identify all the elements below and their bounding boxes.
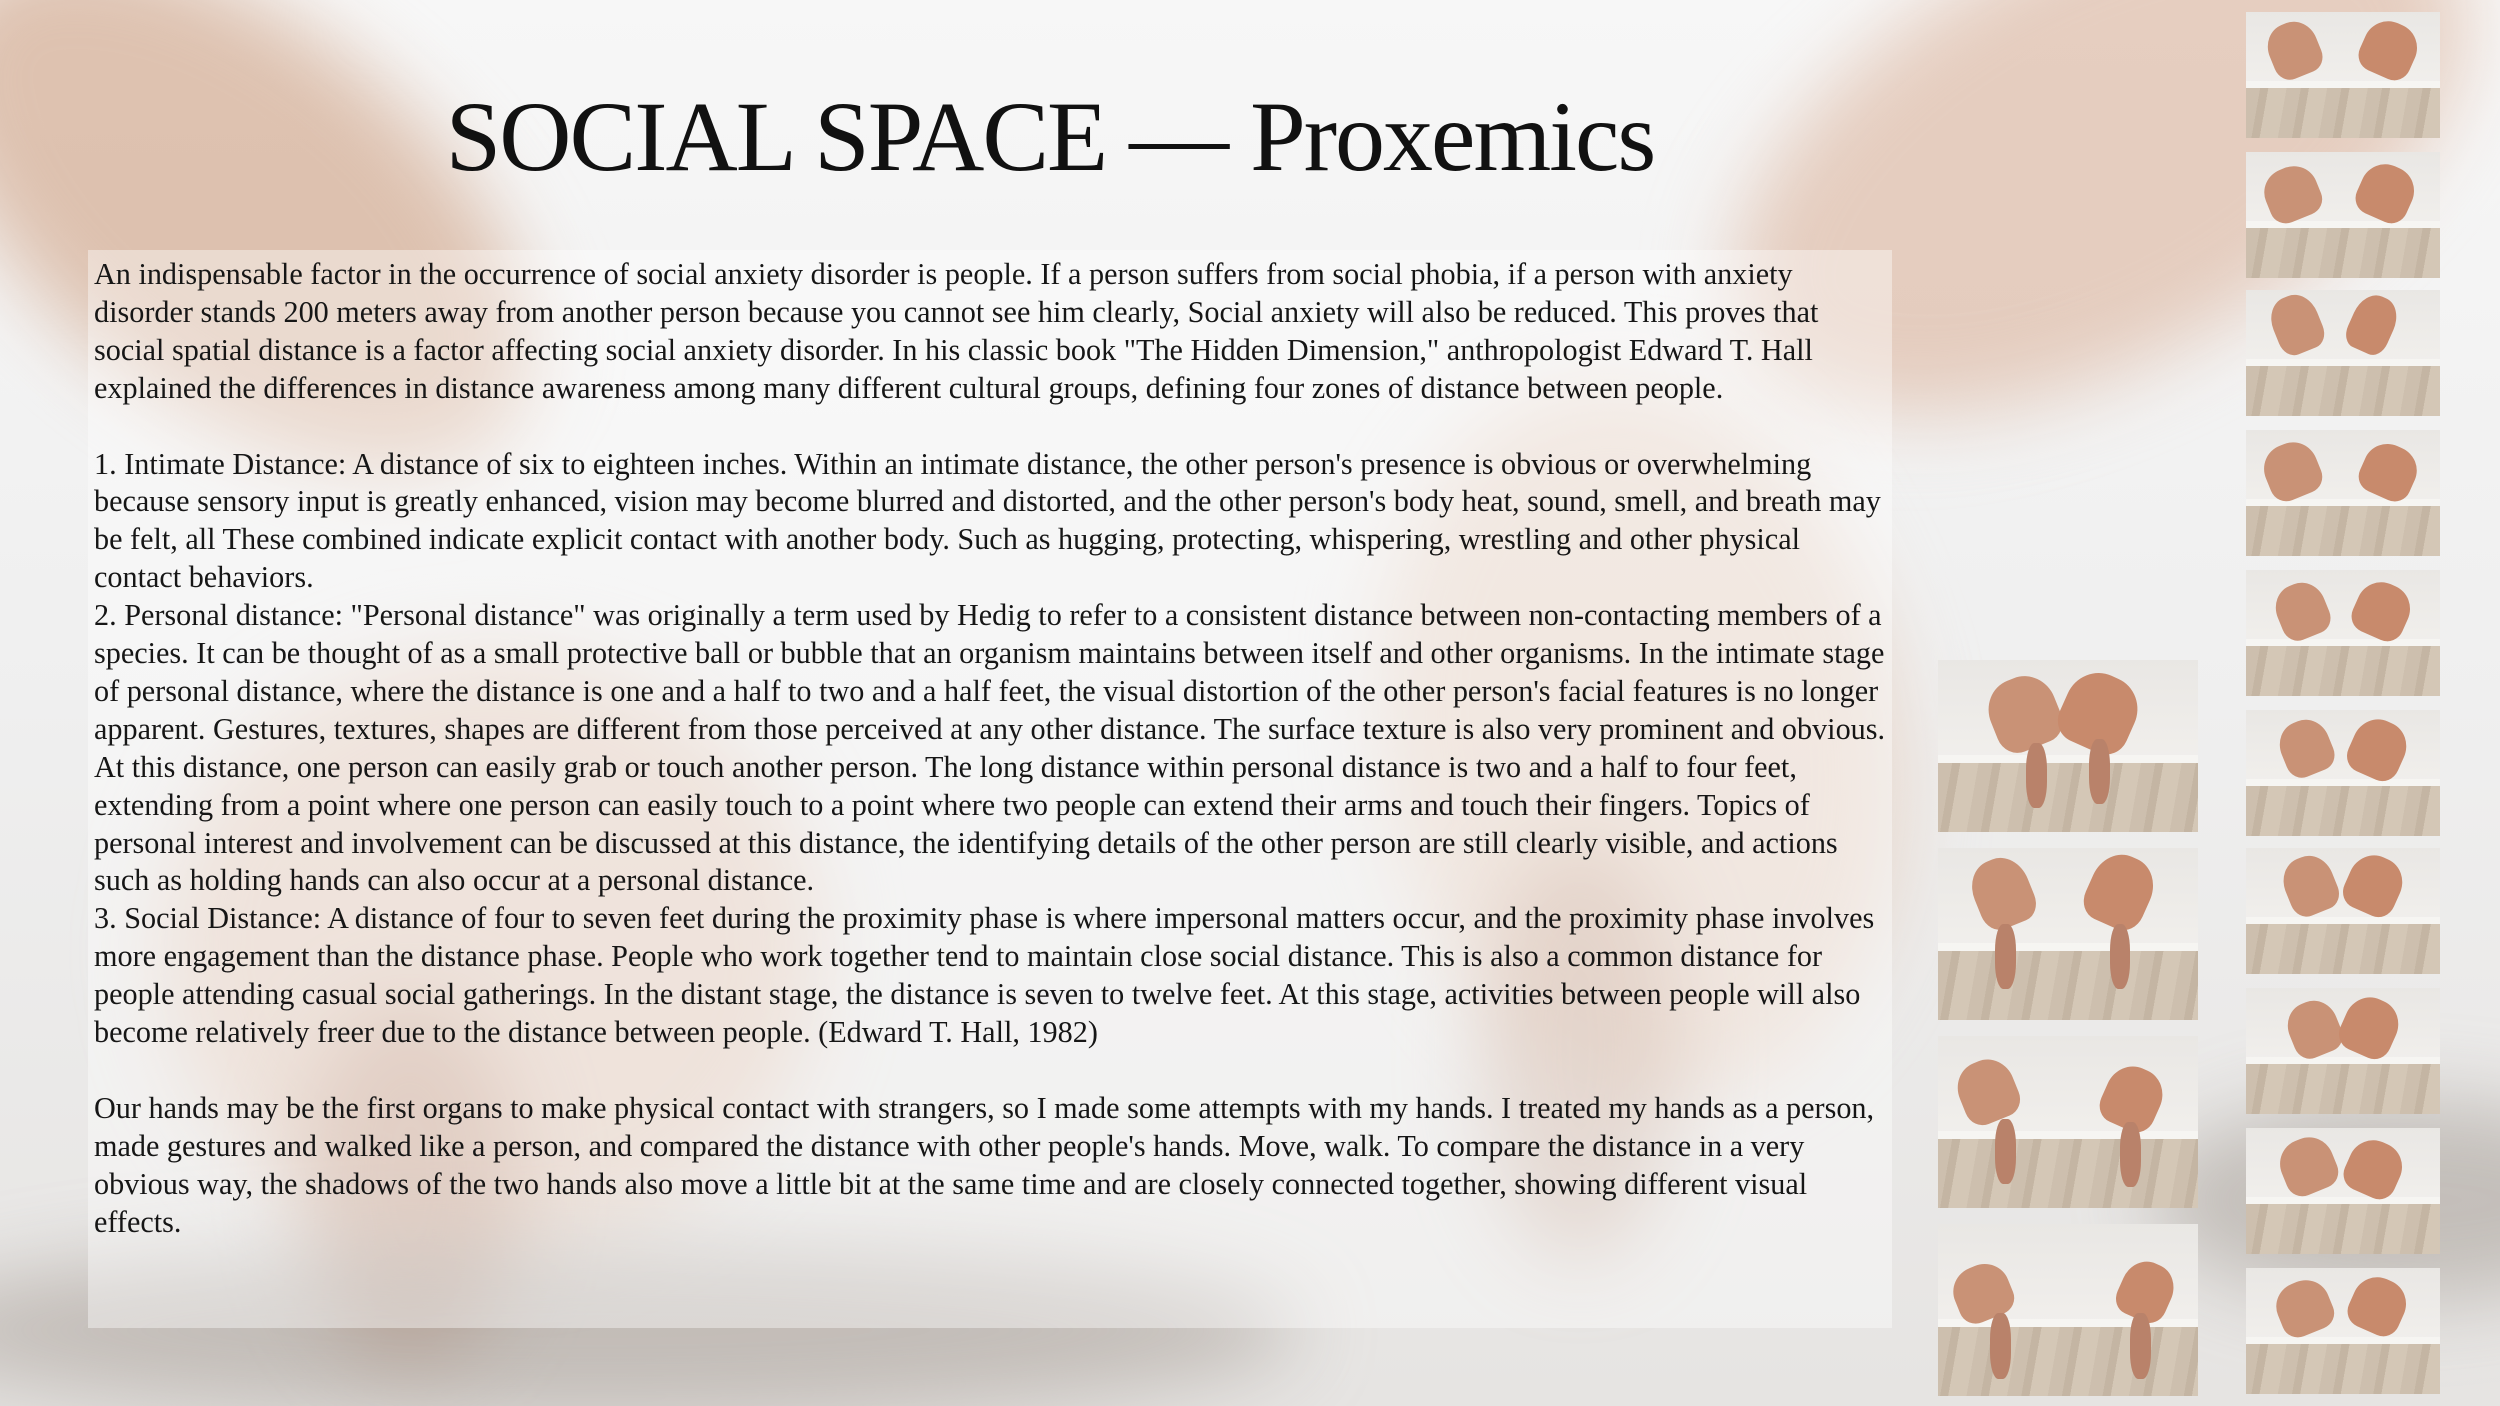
page-title: SOCIAL SPACE — Proxemics (445, 81, 1655, 192)
hands-photo-right-9 (2246, 1128, 2440, 1254)
hands-photo-right-7 (2246, 848, 2440, 974)
hands-photo-right-4 (2246, 430, 2440, 556)
intimate-distance-paragraph: 1. Intimate Distance: A distance of six to eighteen inches. Within an intimate distance, the other person's presence is obvious or overwhelming because sensory input is greatly enhanced, vision may become blurred and distorted, and the other person's body heat, sound, smell, and breath may be felt, all These combined indicate explicit contact with another body. Such as hugging, protecting, whispering, wrestling and other physical contact behaviors. (94, 446, 1881, 595)
hands-photo-left-3 (1938, 1036, 2198, 1208)
hands-experiment-paragraph: Our hands may be the first organs to make physical contact with strangers, so I made some attempts with my hands. I treated my hands as a person, made gestures and walked like a person, and compared the distance with other people's hands. Move, walk. To compare the distance in a very obvious way, the shadows of the two hands also move a little bit at the same time and are closely connected together, showing different visual effects. (94, 1090, 1875, 1239)
hands-photo-left-1 (1938, 660, 2198, 832)
hands-photo-right-10 (2246, 1268, 2440, 1394)
hands-photo-left-4 (1938, 1224, 2198, 1396)
hands-photo-right-3 (2246, 290, 2440, 416)
hands-photo-right-1 (2246, 12, 2440, 138)
personal-distance-paragraph: 2. Personal distance: "Personal distance" was originally a term used by Hedig to refer to a consistent distance between non-contacting members of a species. It can be thought of as a small protective ball or bubble that an organism maintains between itself and other organisms. In the intimate stage of personal distance, where the distance is one and a half to two and a half feet, the visual distortion of the other person's facial features is no longer apparent. Gestures, textures, shapes are different from those perceived at any other distance. The surface texture is also very prominent and obvious. At this distance, one person can easily grab or touch another person. The long distance within personal distance is two and a half to four feet, extending from a point where one person can easily touch to a point where two people can extend their arms and touch their fingers. Topics of personal interest and involvement can be discussed at this distance, the identifying details of the other person are still clearly visible, and actions such as holding hands can also occur at a personal distance. (94, 598, 1886, 898)
body-text (94, 256, 1888, 1242)
hands-photo-right-5 (2246, 570, 2440, 696)
hands-photo-right-2 (2246, 152, 2440, 278)
hands-photo-right-8 (2246, 988, 2440, 1114)
intro-paragraph: An indispensable factor in the occurrence of social anxiety disorder is people. If a person suffers from social phobia, if a person with anxiety disorder stands 200 meters away from another person because you cannot see him clearly, Social anxiety will also be reduced. This proves that social spatial distance is a factor affecting social anxiety disorder. In his classic book "The Hidden Dimension," anthropologist Edward T. Hall explained the differences in distance awareness among many different cultural groups, defining four zones of distance between people. (94, 257, 1819, 405)
hands-photo-right-6 (2246, 710, 2440, 836)
hands-photo-left-2 (1938, 848, 2198, 1020)
social-distance-paragraph: 3. Social Distance: A distance of four to seven feet during the proximity phase is where impersonal matters occur, and the proximity phase involves more engagement than the distance phase. People who work together tend to maintain close social distance. This is also a common distance for people attending casual social gatherings. In the distant stage, the distance is seven to twelve feet. At this stage, activities between people will also become relatively freer due to the distance between people. (Edward T. Hall, 1982) (94, 901, 1875, 1050)
